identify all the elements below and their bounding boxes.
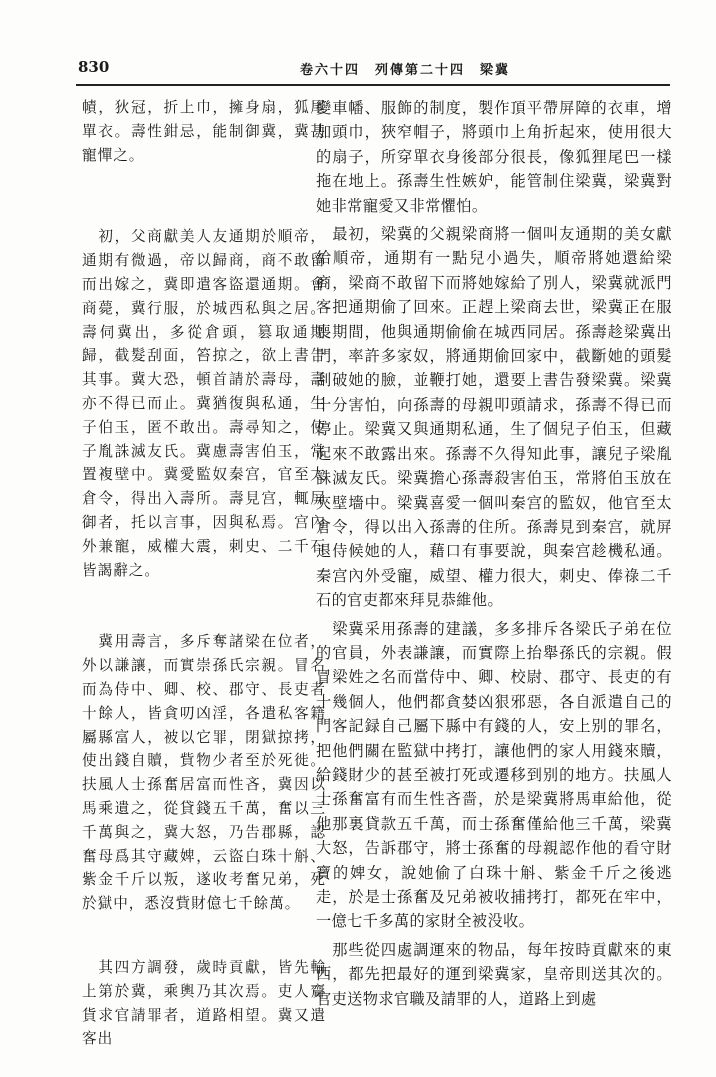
- classical-text-column: [82, 96, 326, 1077]
- classical-paragraph-1: 幘，狄冠，折上巾，擁身扇，狐尾單衣。壽性鉗忌，能制御冀，冀甚寵憚之。: [82, 99, 326, 164]
- classical-paragraph-3: 冀用壽言，多斥奪諸梁在位者，外以謙讓，而實崇孫氏宗親。冒名而為侍中、卿、校、郡守、長吏者十餘人，皆貪叨凶淫，各遣私客籍屬縣富人，被以它罪，閉獄掠拷，使出錢自贖，貲物少者至於死徙。扶風人士孫奮居富而性吝，冀因以馬乘遺之，從貸錢五千萬，奮以三千萬與之，冀大怒，乃告郡縣，認奮母爲其守藏婢，云盜白珠十斛、紫金千斤以叛，遂收考奮兄弟，死於獄中，悉沒貲財億七千餘萬。: [82, 633, 326, 913]
- page-header: [0, 58, 716, 80]
- classical-paragraph-4: 其四方調發，歲時貢獻，皆先輸上第於冀，乘輿乃其次焉。吏人齎貨求官請罪者，道路相望。冀又遣客出: [82, 958, 326, 1048]
- header-rule: [76, 84, 670, 86]
- translation-paragraph-2: 最初，梁冀的父親梁商將一個叫友通期的美女獻給順帝，通期有一點兒小過失，順帝將她還給梁商，梁商不敢留下而將她嫁給了別人，梁冀就派門客把通期偷了回來。正趕上梁商去世，梁冀正在服喪期間，他與通期偷偷在城西同居。孫壽趁梁冀出門，率許多家奴，將通期偷回家中，截斷她的頭髮刮破她的臉，並鞭打她，還要上書告發梁冀。梁冀十分害怕，向孫壽的母親叩頭請求，孫壽不得已而停止。梁冀又與通期私通，生了個兒子伯玉，但藏起來不敢露出來。孫壽不久得知此事，讓兒子梁胤誅滅友氏。梁冀擔心孫壽殺害伯玉，常將伯玉放在夾壁墻中。梁冀喜愛一個叫秦宫的監奴，他官至太倉令，得以出入孫壽的住所。孫壽見到秦宫，就屏退侍候她的人，藉口有事要說，與秦宫趁機私通。秦宫內外受寵，威望、權力很大，刺史、俸祿二千石的官吏都來拜見恭維他。: [316, 225, 672, 610]
- translation-column: [316, 96, 672, 1015]
- translation-paragraph-3: 梁冀采用孫壽的建議，多多排斥各梁氏子弟在位的官員，外表謙讓，而實際上抬舉孫氏的宗親。假冒梁姓之名而當侍中、卿、校尉、郡守、長吏的有十幾個人，他們都貪婪凶狠邪惡，各自派遣自己的門客記録自己屬下縣中有錢的人，安上别的罪名，把他們關在監獄中拷打，讓他們的家人用錢來贖，給錢財少的甚至被打死或遷移到别的地方。扶風人士孫奮富有而生性吝嗇，於是梁冀將馬車給他，從他那裏貸款五千萬，而士孫奮僅給他三千萬，梁冀大怒，告訴郡守，將士孫奮的母親認作他的看守財寶的婢女，說她偷了白珠十斛、紫金千斤之後逃走，於是士孫奮及兄弟被收捕拷打，都死在牢中，一億七千多萬的家財全被没收。: [316, 619, 672, 931]
- page-number: 830: [78, 58, 110, 76]
- classical-paragraph-2: 初，父商獻美人友通期於順帝，通期有微過，帝以歸商，商不敢留而出嫁之，冀即遣客盜還通期。會商薨，冀行服，於城西私與之居。壽伺冀出，多從倉頭，篡取通期歸，截髮刮面，笞掠之，欲上書告其事。冀大恐，頓首請於壽母，壽亦不得已而止。冀猶復與私通，生子伯玉，匿不敢出。壽尋知之，使子胤誅滅友氏。冀慮壽害伯玉，常置複壁中。冀愛監奴秦宫，官至太倉令，得出入壽所。壽見宫，輒屏御者，托以言事，因與私焉。宫內外兼寵，威權大震，刺史、二千石皆謁辭之。: [82, 228, 326, 579]
- running-title: 卷六十四 列傳第二十四 梁冀: [300, 63, 511, 78]
- translation-paragraph-1: 變車幡、服飾的制度，製作頂平帶屏障的衣車，增加頭巾，狹窄帽子，將頭巾上角折起來，使用很大的扇子，所穿單衣身後部分很長，像狐狸尾巴一樣拖在地上。孫壽生性嫉妒，能管制住梁冀，梁冀對她非常寵愛又非常懼怕。: [316, 99, 672, 215]
- translation-paragraph-4: 那些從四處調運來的物品，每年按時貢獻來的東西，都先把最好的運到梁冀家，皇帝則送其次的。官吏送物求官職及請罪的人，道路上到處: [316, 940, 672, 1008]
